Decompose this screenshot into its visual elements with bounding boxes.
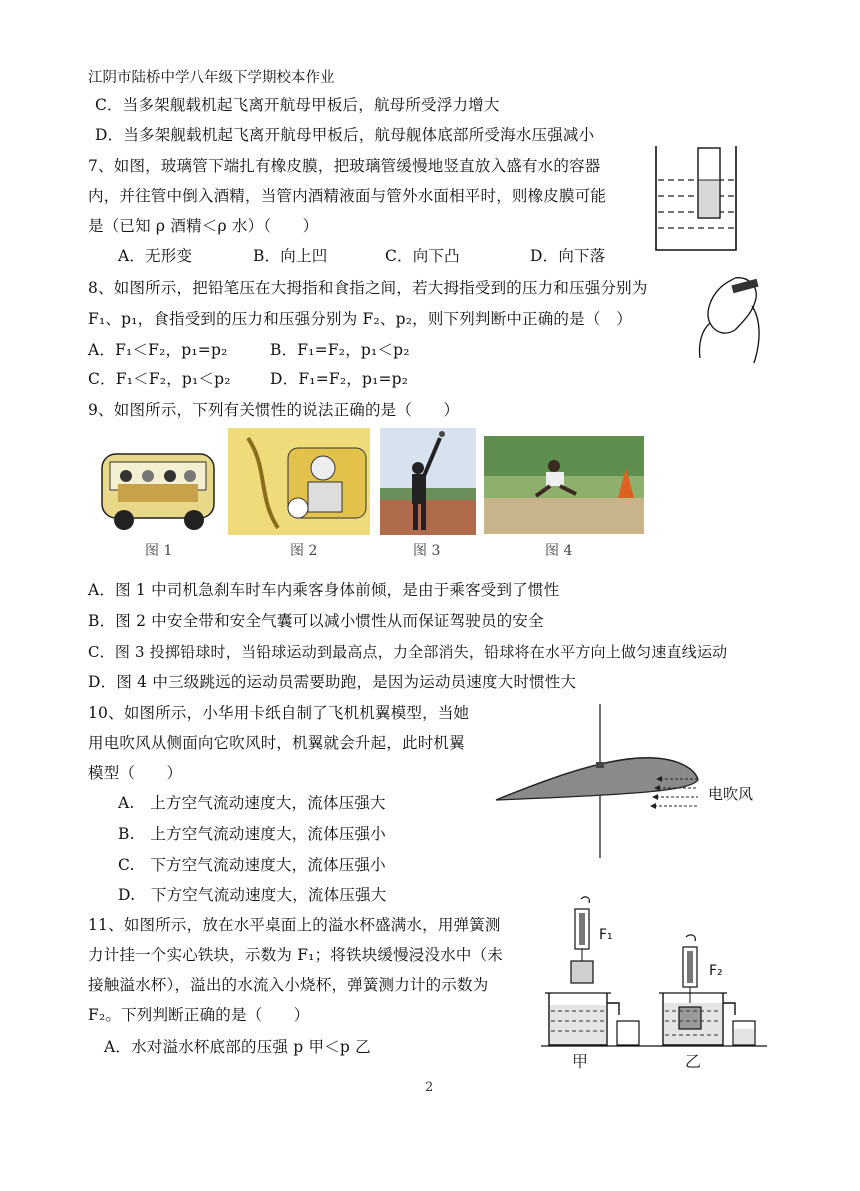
- q7-stem-line3: 是（已知 ρ 酒精＜ρ 水）（ ）: [88, 217, 319, 235]
- q8-stem-line1: 8、如图所示，把铅笔压在大拇指和食指之间，若大拇指受到的压力和压强分别为: [88, 279, 648, 297]
- q10-stem-line3: 模型（ ）: [88, 764, 183, 782]
- q6-option-c: C．当多架舰载机起飞离开航母甲板后，航母所受浮力增大: [95, 96, 500, 114]
- q11-stem-line3: 接触溢水杯），溢出的水流入小烧杯，弹簧测力计的示数为: [88, 976, 489, 994]
- q8-stem-line2: F₁、p₁，食指受到的压力和压强分别为 F₂、p₂，则下列判断中正确的是（ ）: [88, 310, 632, 328]
- q11-stem-line2: 力计挂一个实心铁块，示数为 F₁；将铁块缓慢浸没水中（未: [88, 946, 503, 964]
- q8-option-a: A．F₁＜F₂，p₁=p₂: [88, 341, 228, 359]
- q9-option-d: D．图 4 中三级跳远的运动员需要助跑，是因为运动员速度大时惯性大: [88, 673, 577, 691]
- q8-option-c: C．F₁＜F₂，p₁＜p₂: [88, 370, 231, 388]
- figure4-caption: 图 4: [545, 543, 573, 559]
- q6-option-d: D．当多架舰载机起飞离开航母甲板后，航母舰体底部所受海水压强减小: [95, 126, 595, 144]
- q10-option-c: C. 下方空气流动速度大，流体压强小: [118, 856, 386, 874]
- q9-stem: 9、如图所示，下列有关惯性的说法正确的是（ ）: [88, 401, 460, 419]
- overflow-cup-figure: [535, 895, 775, 1075]
- figure2-driver-image: [228, 428, 370, 535]
- figure3-shotput-image: [380, 428, 476, 535]
- figure1-caption: 图 1: [145, 543, 173, 559]
- q11-stem-line1: 11、如图所示，放在水平桌面上的溢水杯盛满水，用弹簧测: [88, 916, 501, 934]
- q11-stem-line4: F₂。下列判断正确的是（ ）: [88, 1006, 310, 1024]
- f1-label: F₁: [599, 927, 613, 943]
- cup-label-jia: 甲: [572, 1052, 589, 1071]
- q9-option-a: A．图 1 中司机急刹车时车内乘客身体前倾，是由于乘客受到了惯性: [88, 581, 560, 599]
- q8-option-d: D．F₁=F₂，p₁=p₂: [270, 370, 409, 388]
- q7-container-figure: [650, 140, 742, 255]
- wing-model-figure: [490, 700, 780, 862]
- f2-label: F₂: [709, 963, 723, 979]
- q7-stem-line2: 内，并往管中倒入酒精，当管内酒精液面与管外水面相平时，则橡皮膜可能: [88, 187, 607, 205]
- q9-option-b: B．图 2 中安全带和安全气囊可以减小惯性从而保证驾驶员的安全: [88, 612, 544, 630]
- page-header: 江阴市陆桥中学八年级下学期校本作业: [88, 70, 335, 86]
- q11-option-a: A．水对溢水杯底部的压强 p 甲＜p 乙: [104, 1038, 371, 1056]
- q10-option-d: D. 下方空气流动速度大，流体压强大: [118, 886, 387, 904]
- q9-option-c: C．图 3 投掷铅球时，当铅球运动到最高点，力全部消失，铅球将在水平方向上做匀速直线运动: [88, 643, 728, 661]
- hand-pencil-figure: [690, 268, 775, 368]
- figure2-caption: 图 2: [290, 543, 318, 559]
- q7-option-b: B．向上凹: [253, 247, 328, 265]
- q7-stem-line1: 7、如图，玻璃管下端扎有橡皮膜，把玻璃管缓慢地竖直放入盛有水的容器: [88, 157, 601, 175]
- q10-option-b: B. 上方空气流动速度大，流体压强小: [118, 825, 386, 843]
- q7-option-c: C．向下凸: [385, 247, 460, 265]
- q7-option-a: A．无形变: [118, 247, 193, 265]
- figure4-longjump-image: [484, 436, 644, 534]
- q10-stem-line2: 用电吹风从侧面向它吹风时，机翼就会升起，此时机翼: [88, 734, 465, 752]
- hair-dryer-label: 电吹风: [708, 785, 754, 803]
- q8-option-b: B．F₁=F₂，p₁＜p₂: [270, 341, 410, 359]
- q7-option-d: D．向下落: [530, 247, 606, 265]
- figure1-bus-image: [98, 440, 220, 535]
- page-number: 2: [425, 1080, 434, 1095]
- cup-label-yi: 乙: [685, 1052, 702, 1071]
- q10-stem-line1: 10、如图所示，小华用卡纸自制了飞机机翼模型，当她: [88, 704, 470, 722]
- q10-option-a: A. 上方空气流动速度大，流体压强大: [118, 794, 386, 812]
- figure3-caption: 图 3: [413, 543, 441, 559]
